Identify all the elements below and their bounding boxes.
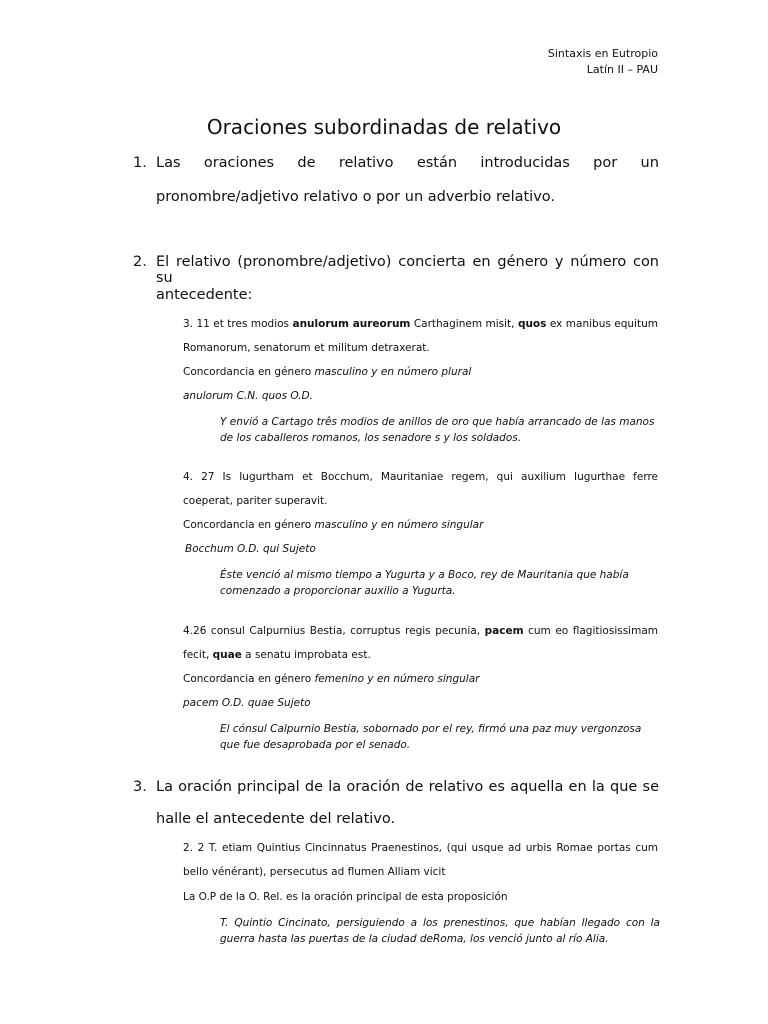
example-4-note: La O.P de la O. Rel. es la oración principal de esta proposición [183, 891, 508, 903]
example-1-latin-line-2: Romanorum, senatorum et militum detraxerat. [183, 342, 430, 354]
example-2-translation: Éste venció al mismo tiempo a Yugurta y a Boco, rey de Mauritania que había comenzado a proporcionar auxilio a Yugurta. [220, 569, 629, 597]
section-1-word: de [297, 155, 316, 171]
example-3-translation: El cónsul Calpurnio Bestia, sobornado por el rey, firmó una paz muy vergonzosa que fue desaprobada por el senado. [220, 723, 642, 751]
example-3-latin-line-2: fecit, quae a senatu improbata est. [183, 649, 371, 661]
section-3-line-2: halle el antecedente del relativo. [156, 811, 396, 827]
section-1-word: por [593, 155, 618, 171]
example-2-latin-line-2: coeperat, pariter superavit. [183, 495, 328, 507]
example-3-function: pacem O.D. quae Sujeto [183, 697, 311, 709]
example-2-concordance: Concordancia en género masculino y en número singular [183, 519, 484, 531]
section-2-line-2: antecedente: [156, 287, 253, 303]
example-1-latin-line-1: 3. 11 et tres modios anulorum aureorum Carthaginem misit, quos ex manibus equitum [183, 318, 658, 330]
header-level: Latín II – PAU [586, 63, 658, 76]
page-title: Oraciones subordinadas de relativo [206, 115, 562, 139]
section-2-line-1: El relativo (pronombre/adjetivo) concierta en género y número con su [156, 254, 659, 286]
section-2-number: 2. [133, 254, 147, 270]
section-1-line-1 [156, 155, 659, 171]
section-1-number: 1. [133, 155, 147, 171]
section-3-line-1: La oración principal de la oración de relativo es aquella en la que se [156, 779, 659, 795]
example-2-function: Bocchum O.D. qui Sujeto [185, 543, 316, 555]
example-2-latin-line-1: 4. 27 Is Iugurtham et Bocchum, Mauritaniae regem, qui auxilium Iugurthae ferre [183, 471, 658, 483]
section-3-number: 3. [133, 779, 147, 795]
section-1-word: oraciones [203, 155, 275, 171]
section-1-word: un [640, 155, 659, 171]
section-1-word: Las [156, 155, 181, 171]
section-1-word: están [416, 155, 458, 171]
example-3-concordance: Concordancia en género femenino y en número singular [183, 673, 480, 685]
section-1-word: relativo [338, 155, 394, 171]
example-1-concordance: Concordancia en género masculino y en número plural [183, 366, 472, 378]
example-4-latin-line-2: bello vénérant), persecutus ad flumen Alliam vicit [183, 866, 446, 878]
example-1-translation: Y envió a Cartago três modios de anillos de oro que había arrancado de las manos de los caballeros romanos, los senadore s y los soldados. [220, 416, 655, 444]
section-1-word: introducidas [480, 155, 570, 171]
section-1-line-2: pronombre/adjetivo relativo o por un adverbio relativo. [156, 189, 556, 205]
example-4-latin-line-1: 2. 2 T. etiam Quintius Cincinnatus Praenestinos, (qui usque ad urbis Romae portas cum [183, 842, 658, 854]
example-1-function: anulorum C.N. quos O.D. [183, 390, 313, 402]
example-3-latin-line-1: 4.26 consul Calpurnius Bestia, corruptus regis pecunia, pacem cum eo flagitiosissimam [183, 625, 658, 637]
example-4-translation: T. Quintio Cincinato, persiguiendo a los prenestinos, que habían llegado con la guerra hasta las puertas de la ciudad deRoma, los venció junto al río Alia. [220, 917, 660, 945]
header-course: Sintaxis en Eutropio [547, 47, 658, 60]
